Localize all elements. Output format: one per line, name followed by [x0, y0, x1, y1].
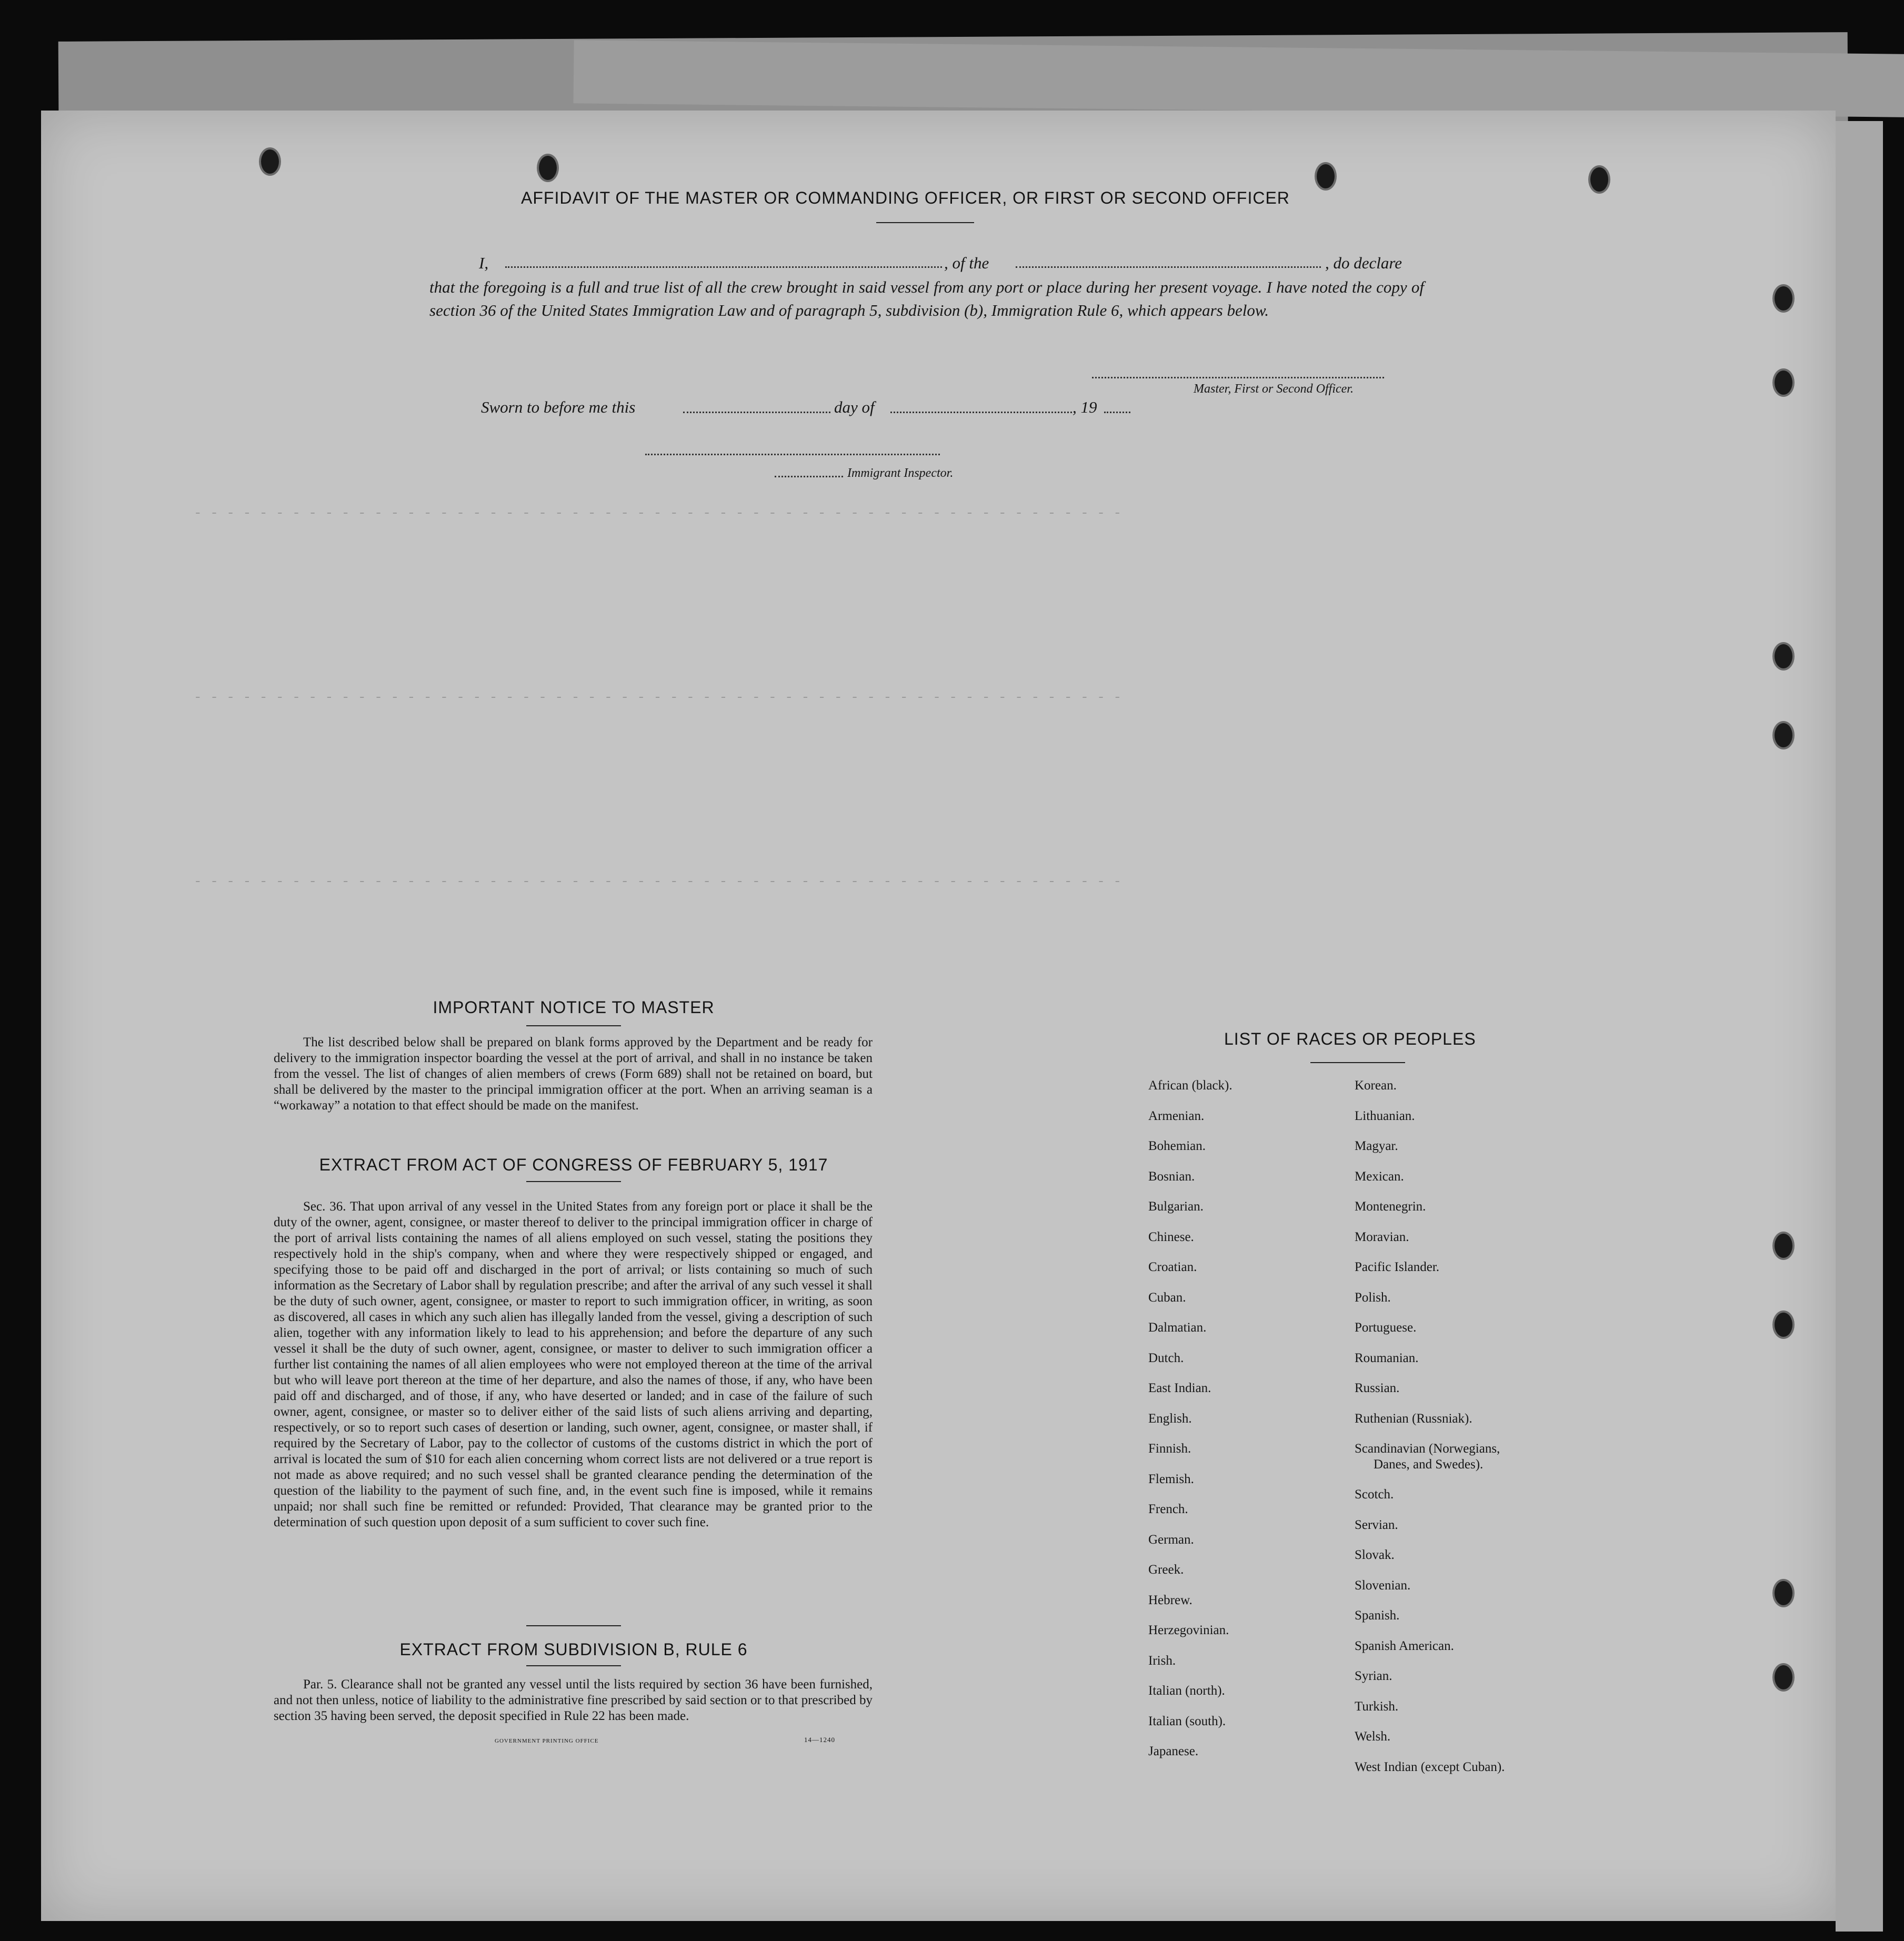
affidavit-paragraph: that the foregoing is a full and true list of all the crew brought in said vessel from any port or place during her present voyage. I have noted the copy of section 36 of the United States Immigration Law and of paragraph 5, subdivision (b), Immigration Rule 6, which appears below.	[429, 278, 1424, 319]
race-item: Herzegovinian.	[1148, 1623, 1229, 1637]
bleed-through: - - - - - - - - - - - - - - - - - - - - - - - - - - - - - - - - - - - - - - - - - - - - - - - - - - - - - - - - -	[194, 505, 1122, 521]
race-item: Russian.	[1355, 1381, 1400, 1395]
race-item: Dalmatian.	[1148, 1320, 1207, 1335]
race-item: Flemish.	[1148, 1472, 1194, 1486]
inspector-signature-field[interactable]	[645, 454, 940, 455]
race-item: Slovenian.	[1355, 1578, 1411, 1593]
sworn-day-field[interactable]	[683, 412, 830, 413]
affidavit-i-label: I,	[479, 254, 489, 272]
race-item: Pacific Islander.	[1355, 1260, 1440, 1274]
punch-hole	[1772, 1663, 1795, 1692]
race-item: Finnish.	[1148, 1442, 1191, 1456]
race-item: Japanese.	[1148, 1744, 1199, 1758]
notice-text: The list described below shall be prepared on blank forms approved by the Department and be ready for delivery to the immigration inspector boarding the vessel at the port of arrival, and shall in no instance be taken from the vessel. The list of changes of alien members of crews (Form 689) shall not be retained on board, but shall be delivered by the master to the principal immigration officer at the port. When an arriving seaman is a “workaway” a notation to that effect should be made on the manifest.	[274, 1035, 873, 1113]
form-number: 14—1240	[804, 1736, 835, 1744]
punch-hole	[1772, 1579, 1795, 1607]
affidavit-do-declare: , do declare	[1325, 254, 1402, 272]
race-item: Bulgarian.	[1148, 1199, 1204, 1214]
race-item: Hebrew.	[1148, 1593, 1192, 1607]
punch-hole	[1772, 721, 1795, 749]
sworn-label: Sworn to before me this	[481, 398, 636, 416]
race-item: Italian (south).	[1148, 1714, 1226, 1728]
race-item: German.	[1148, 1532, 1194, 1547]
inspector-prefix-dots	[775, 476, 843, 477]
race-item: Greek.	[1148, 1563, 1184, 1577]
printer-imprint: GOVERNMENT PRINTING OFFICE	[495, 1738, 599, 1744]
race-item: West Indian (except Cuban).	[1355, 1759, 1505, 1774]
race-item: Scotch.	[1355, 1487, 1394, 1502]
bleed-through: - - - - - - - - - - - - - - - - - - - - - - - - - - - - - - - - - - - - - - - - - - - - - - - - - - - - - - - - -	[194, 689, 1122, 705]
affidavit-title: AFFIDAVIT OF THE MASTER OR COMMANDING OFFICER, OR FIRST OR SECOND OFFICER	[521, 188, 1290, 207]
inspector-signature-label: Immigrant Inspector.	[847, 466, 954, 480]
race-item: Danes, and Swedes).	[1374, 1457, 1484, 1472]
race-item: Magyar.	[1355, 1139, 1398, 1153]
race-item: Korean.	[1355, 1078, 1397, 1093]
punch-hole	[1588, 165, 1610, 194]
race-item: Dutch.	[1148, 1350, 1184, 1365]
race-item: Chinese.	[1148, 1229, 1194, 1244]
punch-hole	[1772, 1232, 1795, 1260]
race-item: Mexican.	[1355, 1169, 1404, 1184]
race-item: Bohemian.	[1148, 1139, 1206, 1153]
races-title: LIST OF RACES OR PEOPLES	[1224, 1029, 1476, 1048]
divider	[526, 1625, 621, 1626]
race-item: Cuban.	[1148, 1290, 1186, 1305]
race-item: East Indian.	[1148, 1381, 1211, 1395]
punch-hole	[1772, 284, 1795, 313]
race-item: Lithuanian.	[1355, 1108, 1415, 1123]
master-signature-label: Master, First or Second Officer.	[1194, 382, 1354, 396]
race-item: Moravian.	[1355, 1229, 1409, 1244]
notice-title: IMPORTANT NOTICE TO MASTER	[433, 998, 715, 1017]
race-item: Spanish American.	[1355, 1638, 1454, 1653]
divider	[1310, 1062, 1405, 1063]
race-item: French.	[1148, 1502, 1188, 1516]
day-of-label: day of	[834, 398, 875, 416]
punch-hole	[1315, 162, 1337, 191]
rule-extract-title: EXTRACT FROM SUBDIVISION B, RULE 6	[399, 1640, 748, 1659]
divider	[526, 1181, 621, 1182]
rule-extract-text: Par. 5. Clearance shall not be granted any vessel until the lists required by section 36 have been furnished, and not then unless, notice of liability to the administrative fine prescribed by said section or to that prescribed by section 35 having been served, the deposit specified in Rule 22 has been made.	[274, 1677, 873, 1723]
page-edge	[1836, 121, 1883, 1932]
race-item: Croatian.	[1148, 1260, 1197, 1274]
affidavit-of-the: , of the	[944, 254, 989, 272]
sworn-year-field[interactable]	[1104, 412, 1130, 413]
divider	[876, 222, 974, 223]
name-field[interactable]	[505, 266, 942, 268]
punch-hole	[1772, 368, 1795, 397]
divider	[526, 1665, 621, 1666]
race-item: Welsh.	[1355, 1729, 1391, 1744]
vessel-field[interactable]	[1016, 266, 1321, 268]
race-item: English.	[1148, 1411, 1192, 1426]
race-item: Polish.	[1355, 1290, 1391, 1305]
race-item: Armenian.	[1148, 1108, 1205, 1123]
sworn-month-field[interactable]	[890, 412, 1072, 413]
act-extract-text: Sec. 36. That upon arrival of any vessel in the United States from any foreign port or place it shall be the duty of the owner, agent, consignee, or master thereof to deliver to the principal immigration officer in charge of the port of arrival lists containing the names of all aliens employed on such vessel, stating the positions they respectively hold in the ship's company, when and where they were respectively shipped or engaged, and specifying those to be paid off and discharged in the port of arrival; or lists containing so much of such information as the Secretary of Labor shall by regulation prescribe; and after the arrival of any such vessel it shall be the duty of such owner, agent, consignee, or master to report to such immigration officer, in writing, as soon as discovered, all cases in which any such alien has illegally landed from the vessel, giving a description of such alien, together with any information likely to lead to his apprehension; and before the departure of any such vessel it shall be the duty of such owner, agent, consignee, or master to deliver to such immigration officer a further list containing the names of all alien employees who were not employed thereon at the time of the arrival but who will leave port thereon at the time of her departure, and also the names of those, if any, who have been paid off and discharged, and of those, if any, who have deserted or landed; and in case of the failure of such owner, agent, consignee, or master so to deliver either of the said lists of such aliens arriving and departing, respectively, or so to report such cases of desertion or landing, such owner, agent, consignee, or master shall, if required by the Secretary of Labor, pay to the collector of customs of the customs district in which the port of arrival is located the sum of $10 for each alien concerning whom correct lists are not delivered or a true report is not made as above required; and no such vessel shall be granted clearance pending the determination of the question of the liability to the payment of such fine, and, in the event such fine is imposed, while it remains unpaid; nor shall such fine be remitted or refunded: Provided, That clearance may be granted prior to the determination of such question upon deposit of a sum sufficient to cover such fine.	[274, 1199, 873, 1529]
race-item: Spanish.	[1355, 1608, 1400, 1623]
race-item: Scandinavian (Norwegians,	[1355, 1442, 1500, 1456]
year-prefix: , 19	[1073, 398, 1097, 416]
race-item: Montenegrin.	[1355, 1199, 1426, 1214]
race-item: Syrian.	[1355, 1669, 1392, 1683]
race-item: Irish.	[1148, 1653, 1176, 1668]
race-item: Portuguese.	[1355, 1320, 1417, 1335]
race-item: Bosnian.	[1148, 1169, 1195, 1184]
punch-hole	[537, 154, 559, 182]
punch-hole	[1772, 642, 1795, 671]
act-extract-title: EXTRACT FROM ACT OF CONGRESS OF FEBRUARY 5, 1917	[319, 1155, 828, 1174]
race-item: Italian (north).	[1148, 1684, 1225, 1698]
master-signature-field[interactable]	[1092, 377, 1384, 378]
race-item: Turkish.	[1355, 1699, 1399, 1714]
race-item: Servian.	[1355, 1517, 1398, 1532]
divider	[526, 1025, 621, 1026]
race-item: Slovak.	[1355, 1548, 1395, 1562]
race-item: Ruthenian (Russniak).	[1355, 1411, 1472, 1426]
race-item: African (black).	[1148, 1078, 1232, 1093]
race-item: Roumanian.	[1355, 1350, 1419, 1365]
punch-hole	[259, 147, 281, 176]
punch-hole	[1772, 1310, 1795, 1339]
bleed-through: - - - - - - - - - - - - - - - - - - - - - - - - - - - - - - - - - - - - - - - - - - - - - - - - - - - - - - - - -	[194, 874, 1122, 889]
